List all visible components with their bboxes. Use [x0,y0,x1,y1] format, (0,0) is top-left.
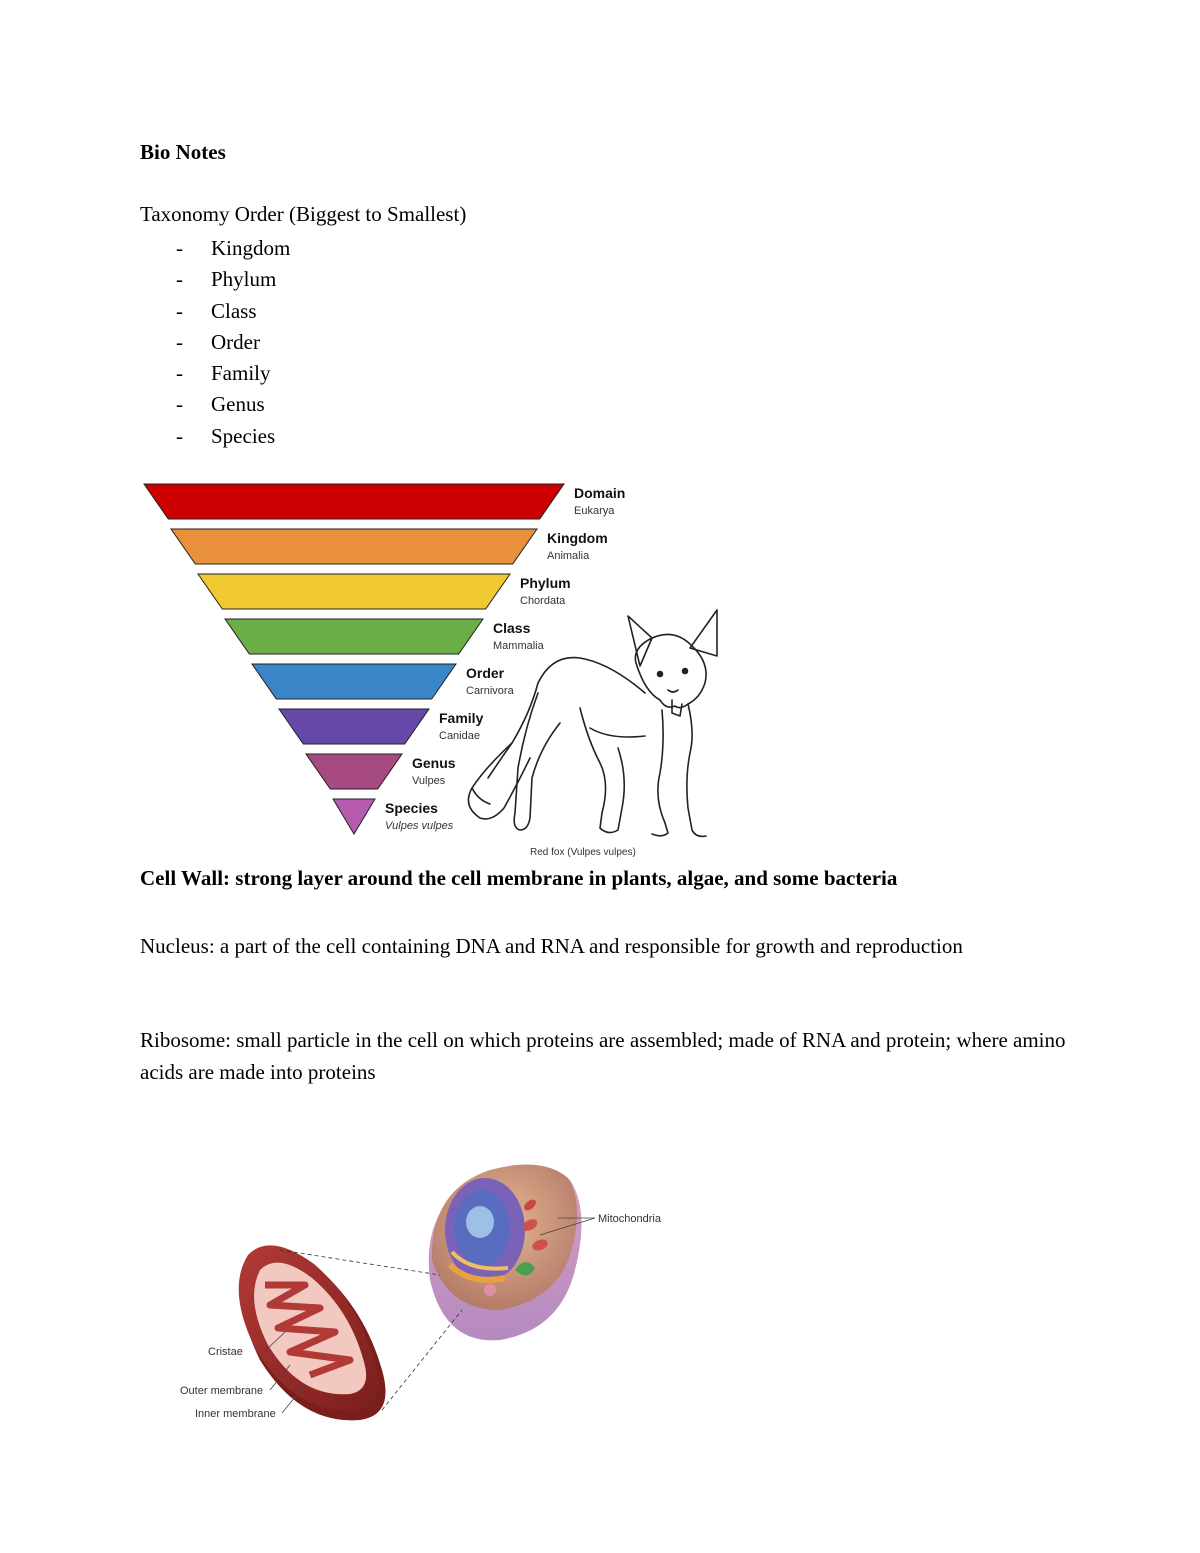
pyramid-example-label: Mammalia [493,640,544,652]
pyramid-example-label: Canidae [439,730,480,742]
taxonomy-list [140,233,290,452]
pyramid-bands [144,484,564,834]
list-item [140,358,290,389]
pyramid-band-domain [144,484,564,519]
taxonomy-item-label: Genus [211,392,265,417]
label-inner-membrane: Inner membrane [195,1408,276,1420]
pyramid-example-label: Carnivora [466,685,514,697]
bullet-dash: - [176,236,183,260]
taxonomy-item-label: Order [211,329,260,354]
list-item [140,421,290,452]
label-outer-membrane: Outer membrane [180,1385,264,1397]
pyramid-example-label: Vulpes vulpes [385,820,454,832]
list-item [140,296,290,327]
pyramid-band-class [225,619,483,654]
bullet-dash: - [176,298,183,323]
pyramid-band-family [279,709,429,744]
pyramid-example-label: Chordata [520,595,566,607]
pyramid-rank-label: Family [439,710,484,726]
label-mitochondria: Mitochondria [598,1213,661,1225]
pyramid-rank-label: Class [493,620,531,636]
list-item [140,264,290,295]
pyramid-band-order [252,664,456,699]
bullet-dash: - [176,361,183,386]
pyramid-example-label: Eukarya [574,505,615,517]
pyramid-band-phylum [198,574,510,609]
pyramid-band-kingdom [171,529,537,564]
pyramid-rank-label: Order [466,665,505,681]
list-item [140,389,290,420]
taxonomy-pyramid-figure [140,478,740,863]
pyramid-band-species [333,799,375,834]
list-item [140,327,290,358]
pyramid-rank-label: Genus [412,755,456,771]
bullet-dash: - [176,392,183,417]
taxonomy-item-label: Phylum [211,267,277,292]
ribosome-definition: Ribosome: small particle in the cell on which proteins are assembled; made of RNA and protein; where amino acids are made into proteins [140,1028,1066,1084]
taxonomy-item-label: Class [211,298,257,323]
page-title: Bio Notes [140,140,226,164]
taxonomy-item-label: Kingdom [211,236,291,260]
pyramid-example-label: Animalia [547,550,590,562]
pyramid-rank-label: Phylum [520,575,571,591]
list-item [140,233,290,264]
fox-caption: Red fox (Vulpes vulpes) [530,847,636,858]
pyramid-example-label: Vulpes [412,775,446,787]
mitochondria-diagram [170,1160,690,1440]
taxonomy-item-label: Family [211,361,271,386]
taxonomy-item-label: Species [211,423,276,448]
bullet-dash: - [176,329,183,354]
bullet-dash: - [176,423,183,448]
pyramid-rank-label: Kingdom [547,530,608,546]
cell-wall-definition: Cell Wall: strong layer around the cell membrane in plants, algae, and some bacteria [140,866,898,890]
animal-cell [429,1165,582,1341]
bullet-dash: - [176,267,183,292]
pyramid-rank-label: Domain [574,485,626,501]
pyramid-band-genus [306,754,402,789]
label-cristae: Cristae [208,1346,243,1358]
nucleus-definition: Nucleus: a part of the cell containing DNA and RNA and responsible for growth and reproduction [140,934,963,958]
pyramid-rank-label: Species [385,800,438,816]
taxonomy-heading: Taxonomy Order (Biggest to Smallest) [140,202,467,226]
